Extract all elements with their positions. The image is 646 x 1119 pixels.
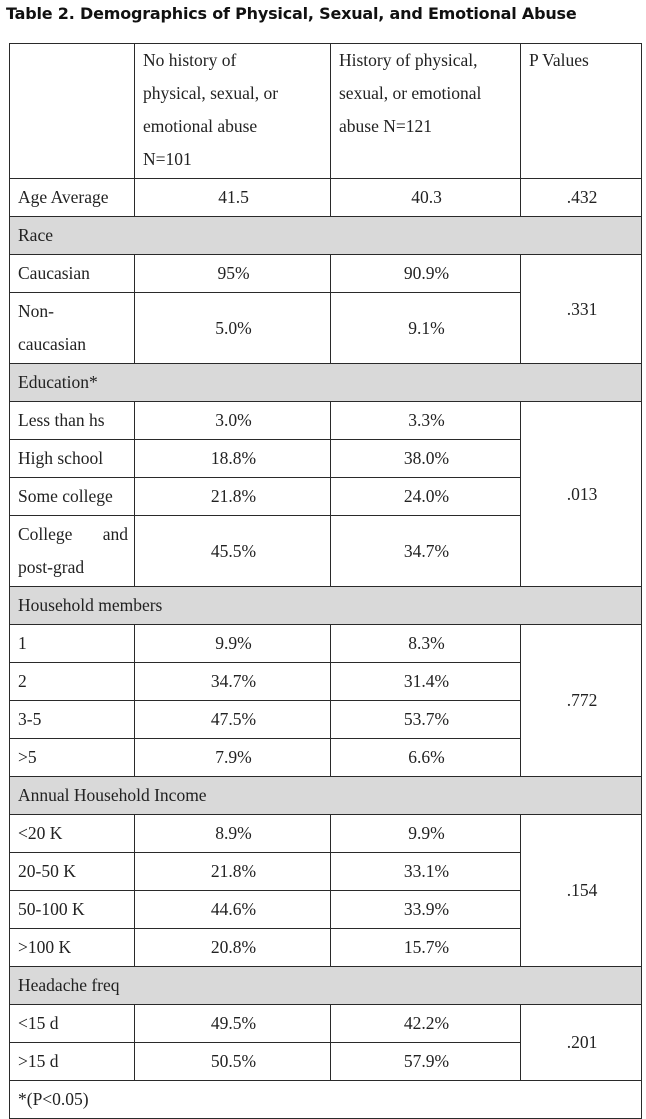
- header-no-history-line: N=101: [143, 149, 192, 169]
- cell-no-history: 3.0%: [135, 402, 331, 440]
- row-label: Age Average: [10, 179, 135, 217]
- header-no-history-line: No history of: [143, 50, 237, 70]
- header-no-history: [135, 44, 331, 179]
- cell-p-value: .772: [521, 625, 642, 777]
- row-label: <15 d: [10, 1005, 135, 1043]
- cell-history: 40.3: [331, 179, 521, 217]
- cell-no-history: 21.8%: [135, 478, 331, 516]
- row-label: <20 K: [10, 815, 135, 853]
- section-row-household: [10, 587, 642, 625]
- row-label: >100 K: [10, 929, 135, 967]
- section-label: Household members: [10, 587, 642, 625]
- cell-history: 57.9%: [331, 1043, 521, 1081]
- row-label: [10, 293, 135, 364]
- cell-history: 42.2%: [331, 1005, 521, 1043]
- cell-no-history: 49.5%: [135, 1005, 331, 1043]
- cell-p-value: .013: [521, 402, 642, 587]
- cell-history: 9.1%: [331, 293, 521, 364]
- row-label-line: post-grad: [18, 557, 85, 577]
- header-history: [331, 44, 521, 179]
- cell-no-history: 41.5: [135, 179, 331, 217]
- section-label: Race: [10, 217, 642, 255]
- cell-history: 6.6%: [331, 739, 521, 777]
- footnote-row: [10, 1081, 642, 1119]
- row-label: Caucasian: [10, 255, 135, 293]
- section-row-headache: [10, 967, 642, 1005]
- row-label-line: College and: [18, 524, 128, 544]
- row-label: 20-50 K: [10, 853, 135, 891]
- cell-history: 33.9%: [331, 891, 521, 929]
- header-history-line: abuse N=121: [339, 116, 432, 136]
- cell-history: 38.0%: [331, 440, 521, 478]
- header-no-history-line: physical, sexual, or: [143, 83, 279, 103]
- section-row-race: [10, 217, 642, 255]
- row-label: 1: [10, 625, 135, 663]
- cell-no-history: 47.5%: [135, 701, 331, 739]
- header-no-history-line: emotional abuse: [143, 116, 258, 136]
- header-history-line: History of physical,: [339, 50, 478, 70]
- table-row: [10, 402, 642, 440]
- cell-p-value: .432: [521, 179, 642, 217]
- cell-history: 31.4%: [331, 663, 521, 701]
- row-label: >15 d: [10, 1043, 135, 1081]
- cell-no-history: 18.8%: [135, 440, 331, 478]
- table-row: [10, 625, 642, 663]
- cell-no-history: 34.7%: [135, 663, 331, 701]
- section-row-education: [10, 364, 642, 402]
- cell-history: 8.3%: [331, 625, 521, 663]
- cell-no-history: 21.8%: [135, 853, 331, 891]
- row-label-line: Non-: [18, 301, 54, 321]
- cell-no-history: 45.5%: [135, 516, 331, 587]
- row-label: 3-5: [10, 701, 135, 739]
- section-row-income: [10, 777, 642, 815]
- row-label-line: caucasian: [18, 334, 87, 354]
- cell-no-history: 20.8%: [135, 929, 331, 967]
- cell-history: 90.9%: [331, 255, 521, 293]
- row-label: [10, 516, 135, 587]
- cell-history: 24.0%: [331, 478, 521, 516]
- table-row: [10, 255, 642, 293]
- table-title: Table 2. Demographics of Physical, Sexual, and Emotional Abuse: [6, 4, 577, 23]
- cell-p-value: .201: [521, 1005, 642, 1081]
- cell-history: 53.7%: [331, 701, 521, 739]
- cell-no-history: 95%: [135, 255, 331, 293]
- table-row: [10, 179, 642, 217]
- cell-history: 3.3%: [331, 402, 521, 440]
- cell-no-history: 9.9%: [135, 625, 331, 663]
- row-label: 2: [10, 663, 135, 701]
- cell-no-history: 8.9%: [135, 815, 331, 853]
- header-p-values: P Values: [521, 44, 642, 179]
- header-history-line: sexual, or emotional: [339, 83, 482, 103]
- section-label: Headache freq: [10, 967, 642, 1005]
- cell-no-history: 5.0%: [135, 293, 331, 364]
- cell-no-history: 50.5%: [135, 1043, 331, 1081]
- cell-no-history: 7.9%: [135, 739, 331, 777]
- row-label: Less than hs: [10, 402, 135, 440]
- section-label: Education*: [10, 364, 642, 402]
- row-label: Some college: [10, 478, 135, 516]
- cell-history: 33.1%: [331, 853, 521, 891]
- row-label: 50-100 K: [10, 891, 135, 929]
- cell-no-history: 44.6%: [135, 891, 331, 929]
- cell-p-value: .331: [521, 255, 642, 364]
- section-label: Annual Household Income: [10, 777, 642, 815]
- footnote: *(P<0.05): [10, 1081, 642, 1119]
- header-row: [10, 44, 642, 179]
- cell-history: 9.9%: [331, 815, 521, 853]
- row-label: >5: [10, 739, 135, 777]
- cell-history: 15.7%: [331, 929, 521, 967]
- cell-history: 34.7%: [331, 516, 521, 587]
- row-label: High school: [10, 440, 135, 478]
- demographics-table: [9, 43, 642, 1119]
- cell-p-value: .154: [521, 815, 642, 967]
- table-row: [10, 815, 642, 853]
- header-empty-cell: [10, 44, 135, 179]
